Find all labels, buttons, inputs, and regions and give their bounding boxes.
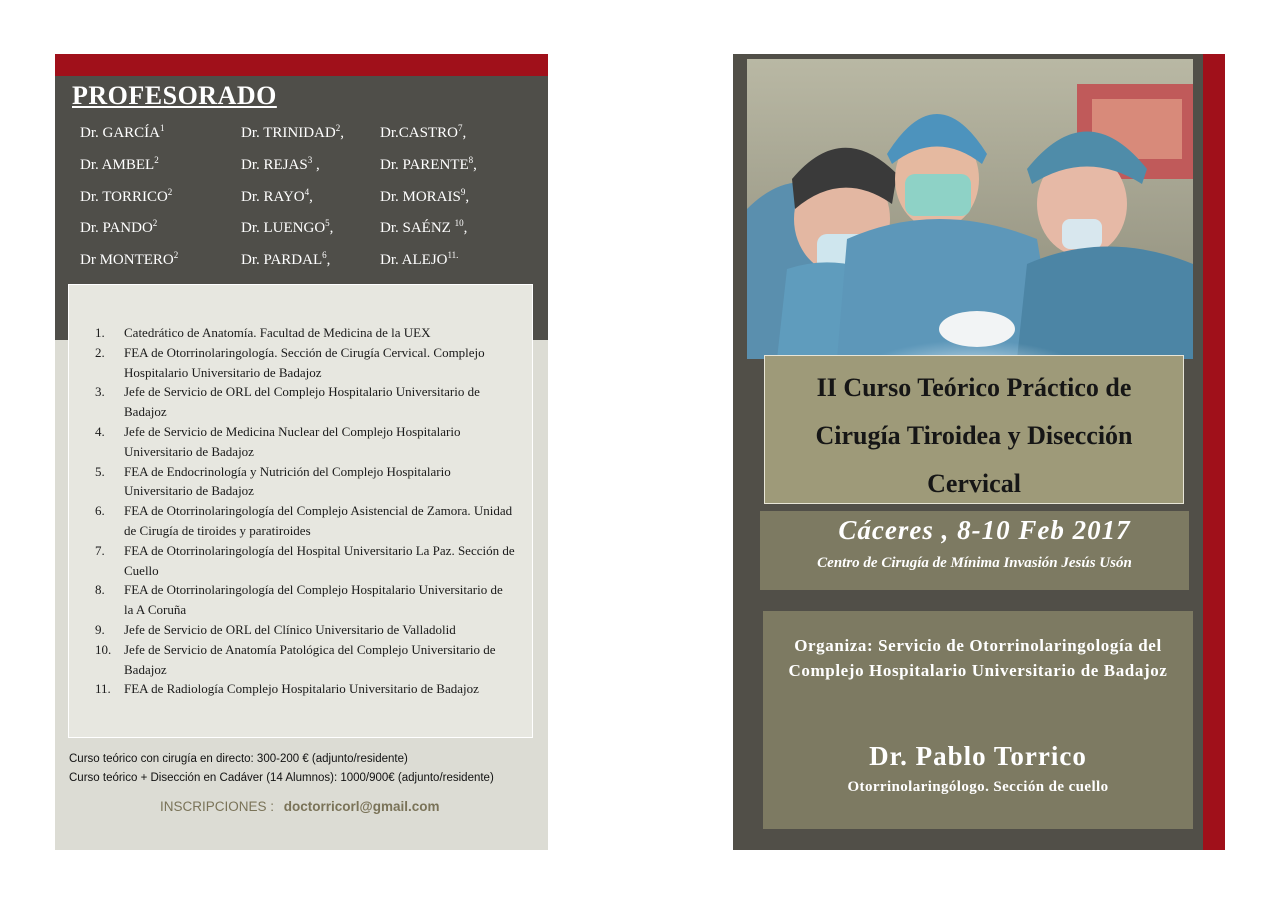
surgery-photo bbox=[747, 59, 1193, 359]
affiliation-text: Jefe de Servicio de ORL del Clínico Universitario de Valladolid bbox=[124, 621, 456, 637]
affiliation-number: 8. bbox=[95, 582, 105, 598]
affiliation-ref: 10 bbox=[454, 218, 464, 228]
affiliation-text: Jefe de Servicio de Anatomía Patológica del Complejo Universitario de Badajoz bbox=[124, 641, 496, 677]
affiliation-item bbox=[95, 679, 515, 699]
affiliation-ref: 6 bbox=[322, 250, 327, 260]
faculty-member bbox=[380, 187, 469, 206]
faculty-member-separator: , bbox=[312, 157, 320, 173]
faculty-member bbox=[380, 218, 467, 237]
faculty-member bbox=[80, 155, 159, 174]
organizer-name: Dr. Pablo Torrico bbox=[869, 741, 1087, 771]
affiliation-ref: 9 bbox=[460, 187, 466, 197]
faculty-member bbox=[380, 155, 477, 174]
affiliation-number: 6. bbox=[95, 503, 105, 519]
faculty-member-name: Dr. PARDAL bbox=[241, 252, 323, 268]
affiliation-ref: 7 bbox=[457, 123, 463, 133]
organizer-department: Organiza: Servicio de Otorrinolaringología del Complejo Hospitalario Universitario de Badajoz bbox=[788, 636, 1168, 680]
faculty-member-name: Dr. AMBEL bbox=[80, 157, 155, 173]
affiliation-ref: 4 bbox=[304, 187, 310, 197]
affiliation-number: 11. bbox=[95, 681, 111, 697]
faculty-member-separator: , bbox=[340, 125, 344, 141]
affiliation-text: FEA de Endocrinología y Nutrición del Complejo Hospitalario Universitario de Badajoz bbox=[124, 463, 451, 499]
affiliation-ref: 3 bbox=[307, 155, 313, 165]
registration-line bbox=[160, 799, 440, 814]
faculty-member-separator: , bbox=[309, 189, 313, 205]
event-date: Cáceres , 8-10 Feb 2017 bbox=[838, 515, 1131, 545]
affiliation-item bbox=[95, 541, 515, 581]
affiliation-number: 3. bbox=[95, 384, 105, 400]
affiliation-ref: 2 bbox=[335, 123, 341, 133]
faculty-member-separator: , bbox=[465, 189, 470, 205]
affiliation-number: 7. bbox=[95, 542, 105, 558]
affiliation-ref: 2 bbox=[173, 250, 179, 260]
affiliation-ref: 1 bbox=[160, 123, 165, 133]
faculty-member-separator: , bbox=[329, 220, 334, 236]
price-cadaver-dissection: Curso teórico + Disección en Cadáver (14 Alumnos): 1000/900€ (adjunto/residente) bbox=[69, 772, 494, 784]
faculty-member bbox=[241, 123, 344, 142]
affiliation-item bbox=[95, 323, 515, 343]
faculty-member bbox=[380, 123, 466, 142]
faculty-member bbox=[80, 187, 172, 206]
affiliation-text: Jefe de Servicio de Medicina Nuclear del Complejo Hospitalario Universitario de Badajoz bbox=[124, 423, 461, 459]
price-live-surgery: Curso teórico con cirugía en directo: 300-200 € (adjunto/residente) bbox=[69, 753, 408, 765]
faculty-member-name: Dr. PANDO bbox=[80, 220, 153, 236]
faculty-member-name: Dr. LUENGO bbox=[241, 220, 326, 236]
faculty-member-name: Dr. ALEJO bbox=[380, 252, 448, 268]
top-red-bar bbox=[55, 54, 548, 76]
affiliation-item bbox=[95, 422, 515, 462]
faculty-member bbox=[380, 250, 458, 269]
affiliation-ref: 2 bbox=[154, 155, 159, 165]
registration-email[interactable]: doctorricorl@gmail.com bbox=[283, 799, 440, 814]
faculty-member bbox=[241, 155, 320, 174]
faculty-member-name: Dr. PARENTE bbox=[380, 157, 469, 173]
faculty-member-separator: , bbox=[326, 252, 331, 268]
affiliation-number: 5. bbox=[95, 463, 105, 479]
course-title-box bbox=[764, 355, 1184, 504]
affiliation-number: 4. bbox=[95, 423, 105, 439]
faculty-member bbox=[80, 218, 157, 237]
affiliation-item bbox=[95, 501, 515, 541]
course-title bbox=[765, 356, 1183, 508]
faculty-member-name: Dr. REJAS bbox=[241, 157, 308, 173]
affiliation-number: 1. bbox=[95, 325, 105, 340]
affiliation-item bbox=[95, 620, 515, 640]
faculty-member-separator: , bbox=[473, 157, 477, 173]
affiliations-list bbox=[95, 323, 515, 699]
affiliation-item bbox=[95, 343, 515, 383]
faculty-member-name: Dr.CASTRO bbox=[380, 125, 458, 141]
faculty-member-name: Dr. RAYO bbox=[241, 189, 305, 205]
faculty-member-name: Dr. GARCÍA bbox=[80, 125, 161, 141]
faculty-member-name: Dr. TORRICO bbox=[80, 189, 168, 205]
faculty-member-name: Dr MONTERO bbox=[80, 252, 174, 268]
affiliation-item bbox=[95, 382, 515, 422]
faculty-title: PROFESORADO bbox=[72, 81, 277, 110]
organizer-role: Otorrinolaringólogo. Sección de cuello bbox=[847, 779, 1109, 795]
organizer-box bbox=[763, 611, 1193, 829]
affiliation-number: 10. bbox=[95, 641, 112, 657]
faculty-member-name: Dr. SAÉNZ bbox=[380, 220, 455, 236]
faculty-member-name: Dr. TRINIDAD bbox=[241, 125, 336, 141]
affiliation-text: FEA de Otorrinolaringología del Complejo Hospitalario Universitario de la A Coruña bbox=[124, 582, 503, 618]
faculty-member-name: Dr. MORAIS bbox=[380, 189, 461, 205]
faculty-member bbox=[80, 123, 165, 142]
affiliation-item bbox=[95, 580, 515, 620]
faculty-member bbox=[241, 250, 330, 269]
affiliation-text: FEA de Otorrinolaringología del Hospital Universitario La Paz. Sección de Cuello bbox=[124, 542, 515, 578]
affiliations-box bbox=[68, 284, 533, 738]
affiliation-number: 9. bbox=[95, 621, 105, 637]
registration-label: INSCRIPCIONES : bbox=[160, 799, 275, 814]
right-brochure-page bbox=[733, 54, 1225, 850]
faculty-member bbox=[241, 218, 333, 237]
side-red-bar bbox=[1203, 54, 1225, 850]
affiliation-text: FEA de Radiología Complejo Hospitalario Universitario de Badajoz bbox=[124, 681, 479, 697]
affiliation-item bbox=[95, 462, 515, 502]
affiliation-ref: 2 bbox=[167, 187, 173, 197]
affiliation-text: FEA de Otorrinolaringología del Complejo Asistencial de Zamora. Unidad de Cirugía de tiroides y paratiroides bbox=[124, 503, 513, 538]
left-brochure-page bbox=[55, 54, 548, 850]
affiliation-ref: 5 bbox=[325, 218, 330, 228]
affiliation-text: Jefe de Servicio de ORL del Complejo Hospitalario Universitario de Badajoz bbox=[124, 384, 480, 420]
course-title-line-3: Cervical bbox=[927, 469, 1021, 498]
affiliation-number: 2. bbox=[95, 344, 105, 360]
affiliation-ref: 8 bbox=[468, 155, 474, 165]
course-title-line-2: Cirugía Tiroidea y Disección bbox=[815, 421, 1133, 450]
affiliation-text: FEA de Otorrinolaringología. Sección de Cirugía Cervical. Complejo Hospitalario Universitario de Badajoz bbox=[124, 344, 485, 380]
affiliation-text: Catedrático de Anatomía. Facultad de Medicina de la UEX bbox=[124, 325, 431, 340]
affiliation-ref: 2 bbox=[152, 218, 158, 228]
affiliation-item bbox=[95, 640, 515, 680]
date-venue-box bbox=[760, 511, 1189, 590]
event-venue: Centro de Cirugía de Mínima Invasión Jesús Usón bbox=[817, 555, 1132, 571]
faculty-member-separator: , bbox=[463, 220, 468, 236]
faculty-member bbox=[241, 187, 313, 206]
faculty-member bbox=[80, 250, 178, 269]
affiliation-ref: 11. bbox=[447, 250, 459, 260]
faculty-member-separator: , bbox=[462, 125, 467, 141]
course-title-line-1: II Curso Teórico Práctico de bbox=[816, 373, 1132, 402]
